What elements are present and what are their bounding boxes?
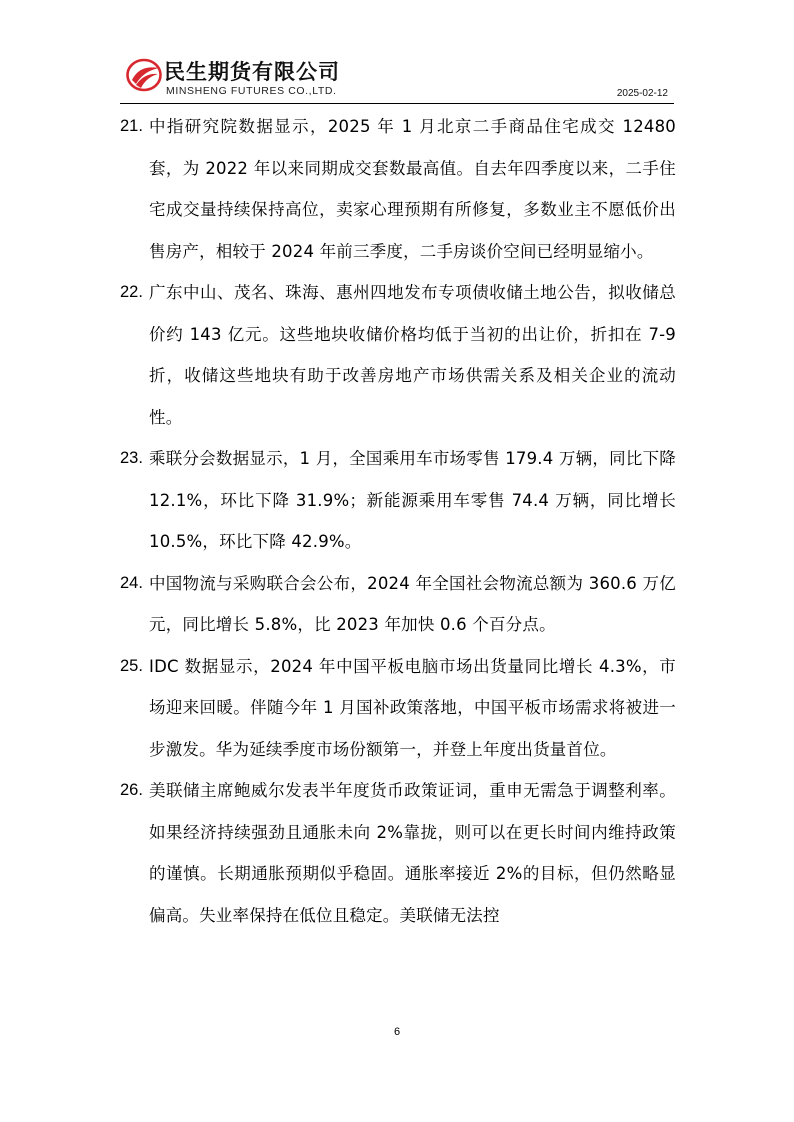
item-number: 26. <box>120 781 143 799</box>
news-item-24 <box>120 563 676 646</box>
item-number: 23. <box>120 449 143 467</box>
news-item-23 <box>120 438 676 563</box>
item-number: 24. <box>120 573 143 592</box>
news-item-22 <box>120 272 676 438</box>
news-item-21 <box>120 106 676 272</box>
page-number: 6 <box>393 1026 401 1038</box>
header-divider <box>120 103 674 104</box>
item-text: 广东中山、茂名、珠海、惠州四地发布专项债收储土地公告，拟收储总价约 143 亿元。这些地块收储价格均低于当初的出让价，折扣在 7-9 折，收储这些地块有助于改善房地产市场供需关系及相关企业的流动性。 <box>149 283 676 427</box>
page-header <box>120 52 674 102</box>
item-text: IDC 数据显示，2024 年中国平板电脑市场出货量同比增长 4.3%，市场迎来回暖。伴随今年 1 月国补政策落地，中国平板市场需求将被进一步激发。华为延续季度市场份额第一，并登上年度出货量首位。 <box>149 656 676 759</box>
news-list <box>120 106 676 936</box>
item-number: 25. <box>120 656 143 675</box>
item-text: 美联储主席鲍威尔发表半年度货币政策证词，重申无需急于调整利率。如果经济持续强劲且通胀未向 2%靠拢，则可以在更长时间内维持政策的谨慎。长期通胀预期似乎稳固。通胀率接近 2%的目标，但仍然略显偏高。失业率保持在低位且稳定。美联储无法控 <box>149 781 676 925</box>
company-name-cn: 民生期货有限公司 <box>164 60 340 84</box>
item-text: 中国物流与采购联合会公布，2024 年全国社会物流总额为 360.6 万亿元，同比增长 5.8%，比 2023 年加快 0.6 个百分点。 <box>149 573 676 634</box>
item-number: 22. <box>120 283 143 301</box>
report-date: 2025-02-12 <box>616 88 668 99</box>
minsheng-logo-icon <box>126 58 162 92</box>
news-item-25 <box>120 646 676 771</box>
item-text: 中指研究院数据显示，2025 年 1 月北京二手商品住宅成交 12480 套，为 2022 年以来同期成交套数最高值。自去年四季度以来，二手住宅成交量持续保持高位，卖家心理预期有所修复，多数业主不愿低价出售房产，相较于 2024 年前三季度，二手房谈价空间已经明显缩小。 <box>149 117 676 261</box>
company-name-en: MINSHENG FUTURES CO.,LTD. <box>166 85 337 97</box>
item-number: 21. <box>120 117 143 135</box>
news-item-26 <box>120 770 676 936</box>
item-text: 乘联分会数据显示，1 月，全国乘用车市场零售 179.4 万辆，同比下降 12.1%，环比下降 31.9%；新能源乘用车零售 74.4 万辆，同比增长 10.5%，环比下降 42.9%。 <box>149 449 676 551</box>
